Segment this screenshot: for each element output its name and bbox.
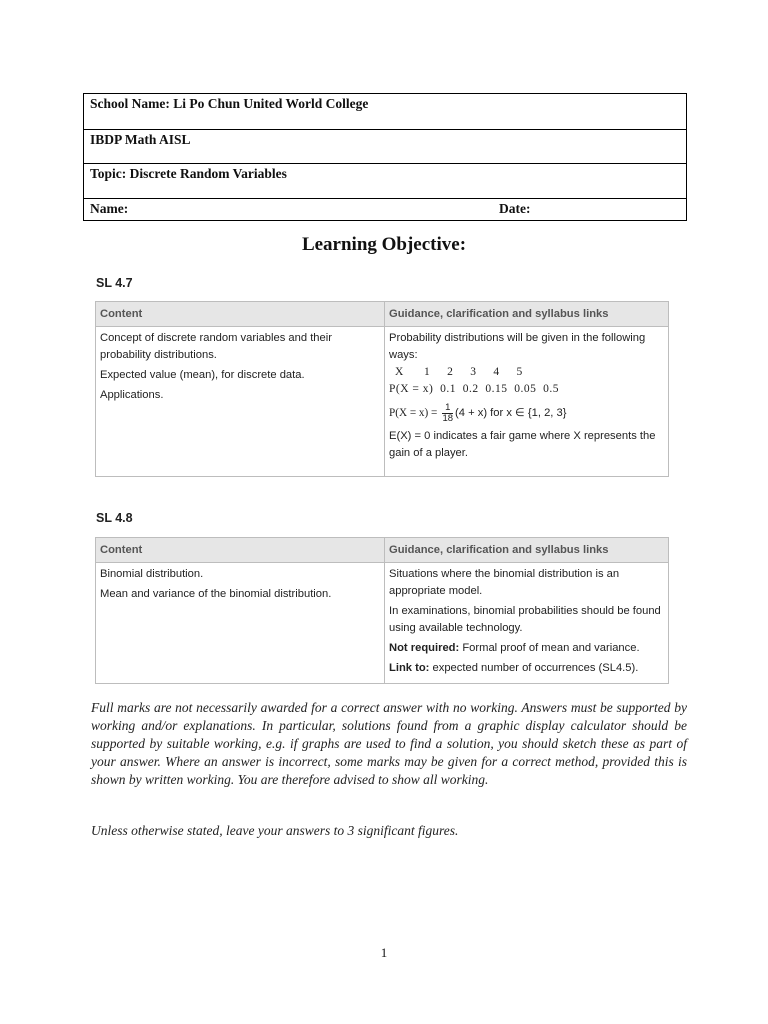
- link-to-line: [389, 660, 664, 677]
- formula-fraction: [442, 403, 453, 424]
- sl47-guidance-header: Guidance, clarification and syllabus links: [385, 302, 669, 327]
- not-required-text: Formal proof of mean and variance.: [459, 642, 640, 654]
- sl47-content-2: Expected value (mean), for discrete data.: [100, 369, 305, 381]
- formula-denominator: 18: [442, 412, 454, 424]
- link-to-label: Link to:: [389, 662, 430, 674]
- link-to-text: expected number of occurrences (SL4.5).: [429, 662, 639, 674]
- sl47-content-header: Content: [96, 302, 385, 327]
- formula-rhs: (4 + x) for x ∈ {1, 2, 3}: [455, 407, 567, 419]
- working-instructions: Full marks are not necessarily awarded for a correct answer with no working. Answers must be supported by working and/or explanations. In particular, solutions found from a graphic display calculator should be supported by suitable working, e.g. if graphs are used to find a solution, you should sketch these as part of your answer. Where an answer is incorrect, some marks may be given for a correct method, provided this is shown by written working. You are therefore advised to show all working.: [91, 700, 687, 787]
- sl47-label: SL 4.7: [96, 276, 133, 290]
- sl48-label: SL 4.8: [96, 511, 133, 525]
- distribution-row-x: X 1 2 3 4 5: [395, 366, 523, 378]
- formula-lhs: P(X = x) =: [389, 407, 438, 419]
- distribution-row-p: P(X = x) 0.1 0.2 0.15 0.05 0.5: [389, 383, 559, 395]
- sig-fig-instruction: Unless otherwise stated, leave your answers to 3 significant figures.: [91, 823, 459, 838]
- school-name: School Name: Li Po Chun United World College: [84, 94, 686, 130]
- date-label: Date:: [499, 201, 531, 216]
- sl48-guidance-1: Situations where the binomial distribution is an appropriate model.: [389, 568, 620, 597]
- topic: Topic: Discrete Random Variables: [84, 164, 686, 199]
- page-title: Learning Objective:: [301, 234, 467, 255]
- course-name: IBDP Math AISL: [84, 130, 686, 164]
- name-label: Name:: [90, 201, 129, 216]
- sl47-content-3: Applications.: [100, 389, 164, 401]
- sl47-table: [95, 301, 669, 477]
- sl48-content-header: Content: [96, 538, 385, 563]
- formula-numerator: 1: [445, 401, 451, 413]
- formula-line: [389, 402, 664, 424]
- sl47-guidance-cell: [385, 327, 669, 477]
- not-required-label: Not required:: [389, 642, 460, 654]
- sl48-guidance-cell: [385, 563, 669, 684]
- sl48-table: [95, 537, 669, 684]
- sl47-content-1: Concept of discrete random variables and their probability distributions.: [100, 332, 332, 361]
- sl48-guidance-2: In examinations, binomial probabilities should be found using available technology.: [389, 605, 661, 634]
- sl48-content-cell: [96, 563, 385, 684]
- fair-game-note: E(X) = 0 indicates a fair game where X represents the gain of a player.: [389, 430, 656, 459]
- not-required-line: [389, 640, 664, 657]
- sl47-content-cell: [96, 327, 385, 477]
- sl48-content-2: Mean and variance of the binomial distribution.: [100, 588, 332, 600]
- sl48-content-1: Binomial distribution.: [100, 568, 204, 580]
- header-box: [83, 93, 687, 221]
- sl47-guidance-intro: Probability distributions will be given in the following ways:: [389, 332, 646, 361]
- name-date-row: [84, 199, 686, 220]
- sl48-guidance-header: Guidance, clarification and syllabus links: [385, 538, 669, 563]
- page-number: 1: [380, 945, 388, 960]
